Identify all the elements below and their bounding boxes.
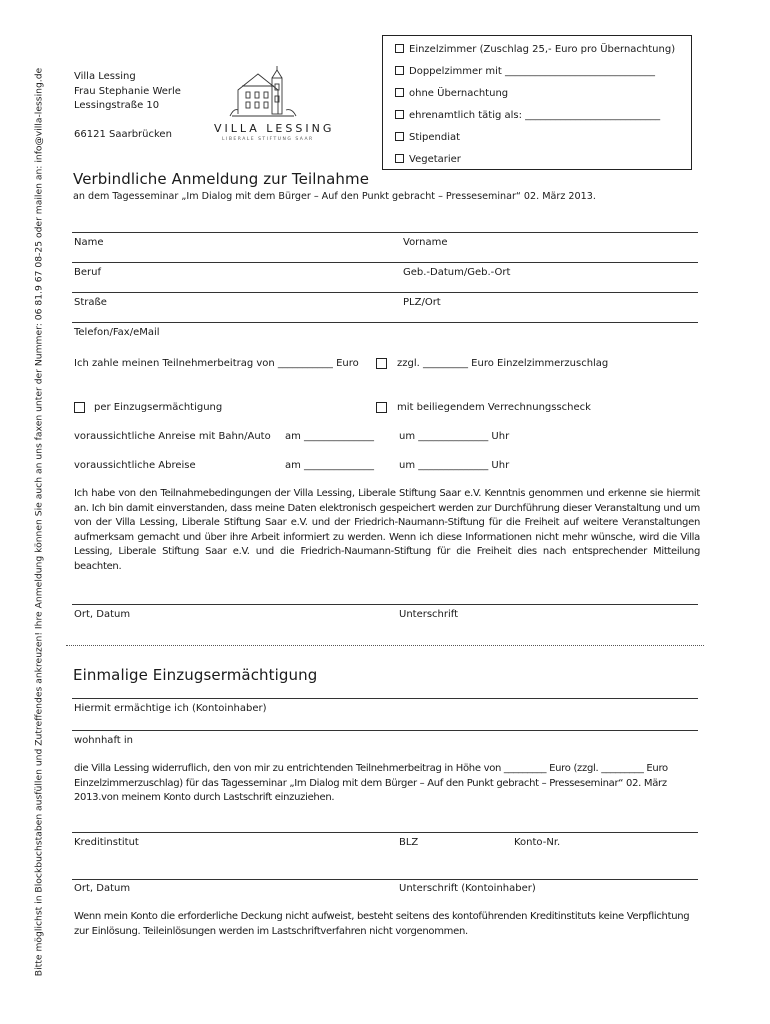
einzug-checkbox[interactable] bbox=[74, 402, 85, 413]
field-name[interactable]: Name bbox=[74, 237, 104, 248]
field-vorname[interactable]: Vorname bbox=[403, 237, 448, 248]
mandate-ort-datum-field[interactable]: Ort, Datum bbox=[74, 883, 131, 894]
anreise-time-field[interactable]: um ______________ Uhr bbox=[399, 431, 510, 442]
option-label: ohne Übernachtung bbox=[409, 88, 509, 99]
option-ohne-uebernachtung[interactable] bbox=[395, 88, 508, 99]
scheck-label: mit beiliegendem Verrechnungsscheck bbox=[397, 402, 591, 413]
kontoinhaber-field[interactable]: Hiermit ermächtige ich (Kontoinhaber) bbox=[74, 703, 267, 714]
scheck-checkbox[interactable] bbox=[376, 402, 387, 413]
ort-datum-field[interactable]: Ort, Datum bbox=[74, 609, 131, 620]
anreise-date-field[interactable]: am ______________ bbox=[285, 431, 375, 442]
field-telefon[interactable]: Telefon/Fax/eMail bbox=[74, 327, 160, 338]
checkbox[interactable] bbox=[395, 110, 404, 119]
consent-text: Ich habe von den Teilnahmebedingungen der Villa Lessing, Liberale Stiftung Saar e.V. Kenntnis genommen und erkenne sie hiermit an. Ich bin damit einverstanden, dass meine Daten elektronisch gespeichert werden zur Durchführung dieser Veranstaltung und um von der Villa Lessing, Liberale Stiftung Saar e.V. und der Friedrich-Naumann-Stiftung für die Freiheit auf weitere Veranstaltungen aufmerksam gemacht und über ihre Arbeit informiert zu werden. Wenn ich diese Informationen nicht mehr wünsche, wird die Villa Lessing, Liberale Stiftung Saar e.V. und die Friedrich-Naumann-Stiftung für die Freiheit dies nach entsprechender Mitteilung beachten. bbox=[74, 488, 700, 572]
mandate-title: Einmalige Einzugsermächtigung bbox=[73, 666, 318, 684]
blz-field[interactable]: BLZ bbox=[399, 837, 419, 848]
kreditinstitut-field[interactable]: Kreditinstitut bbox=[74, 837, 139, 848]
checkbox[interactable] bbox=[395, 66, 404, 75]
logo-tagline: LIBERALE STIFTUNG SAAR bbox=[222, 137, 314, 142]
zuschlag-checkbox[interactable] bbox=[376, 358, 387, 369]
page-subtitle: an dem Tagesseminar „Im Dialog mit dem Bürger – Auf den Punkt gebracht – Presseseminar“ 02. März 2013. bbox=[73, 191, 596, 202]
logo-name: VILLA LESSING bbox=[214, 122, 335, 135]
sidebar-note: Bitte möglichst in Blockbuchstaben ausfüllen und Zutreffendes ankreuzen! Ihre Anmeldung können Sie auch an uns faxen unter der Nummer: 06 81.9 67 08-25 oder mailen an: info@villa-lessing.de bbox=[33, 67, 45, 977]
address-line2: Frau Stephanie Werle bbox=[74, 85, 181, 97]
address-line1: Villa Lessing bbox=[74, 71, 136, 82]
checkbox[interactable] bbox=[395, 44, 404, 53]
page-title: Verbindliche Anmeldung zur Teilnahme bbox=[73, 170, 370, 188]
checkbox[interactable] bbox=[395, 154, 404, 163]
option-doppelzimmer[interactable] bbox=[395, 66, 655, 77]
field-geburtsdatum[interactable]: Geb.-Datum/Geb.-Ort bbox=[403, 267, 511, 278]
villa-logo-icon bbox=[228, 64, 298, 120]
address-block bbox=[74, 70, 181, 142]
option-label: Vegetarier bbox=[409, 154, 461, 165]
checkbox[interactable] bbox=[395, 132, 404, 141]
mandate-text: die Villa Lessing widerruflich, den von mir zu entrichtenden Teilnehmerbeitrag in Höhe von _________ Euro (zzgl. _________ Euro Einzelzimmerzuschlag) für das Tagesseminar „Im Dialog mit dem Bürger – Auf den Punkt gebracht – Presseseminar“ 02. März 2013.von meinem Konto durch Lastschrift einzuziehen. bbox=[74, 763, 668, 803]
wohnhaft-field[interactable]: wohnhaft in bbox=[74, 735, 133, 746]
option-einzelzimmer[interactable] bbox=[395, 44, 675, 55]
option-label: Einzelzimmer (Zuschlag 25,- Euro pro Übernachtung) bbox=[409, 44, 676, 55]
options-box bbox=[382, 35, 692, 170]
option-label: Stipendiat bbox=[409, 132, 461, 143]
option-label: ehrenamtlich tätig als: ___________________________ bbox=[409, 110, 661, 121]
option-label: Doppelzimmer mit ______________________________ bbox=[409, 66, 656, 77]
mandate-unterschrift-field[interactable]: Unterschrift (Kontoinhaber) bbox=[399, 883, 536, 894]
einzug-label: per Einzugsermächtigung bbox=[94, 402, 223, 413]
field-beruf[interactable]: Beruf bbox=[74, 267, 101, 278]
abreise-date-field[interactable]: am ______________ bbox=[285, 460, 375, 471]
zuschlag-text: zzgl. _________ Euro Einzelzimmerzuschlag bbox=[397, 358, 609, 369]
field-plz-ort[interactable]: PLZ/Ort bbox=[403, 297, 441, 308]
checkbox[interactable] bbox=[395, 88, 404, 97]
unterschrift-field[interactable]: Unterschrift bbox=[399, 609, 459, 620]
address-line3: Lessingstraße 10 bbox=[74, 100, 160, 111]
abreise-label: voraussichtliche Abreise bbox=[74, 460, 196, 471]
abreise-time-field[interactable]: um ______________ Uhr bbox=[399, 460, 510, 471]
konto-field[interactable]: Konto-Nr. bbox=[514, 837, 561, 848]
mandate-footer: Wenn mein Konto die erforderliche Deckung nicht aufweist, besteht seitens des kontoführenden Kreditinstituts keine Verpflichtung zur Einlösung. Teileinlösungen werden im Lastschriftverfahren nicht vorgenommen. bbox=[74, 911, 690, 937]
option-stipendiat[interactable] bbox=[395, 132, 460, 143]
option-ehrenamtlich[interactable] bbox=[395, 110, 660, 121]
field-strasse[interactable]: Straße bbox=[74, 297, 107, 308]
option-vegetarier[interactable] bbox=[395, 154, 461, 165]
beitrag-text: Ich zahle meinen Teilnehmerbeitrag von ___________ Euro bbox=[74, 358, 359, 369]
address-line4: 66121 Saarbrücken bbox=[74, 128, 172, 140]
anreise-label: voraussichtliche Anreise mit Bahn/Auto bbox=[74, 431, 271, 442]
